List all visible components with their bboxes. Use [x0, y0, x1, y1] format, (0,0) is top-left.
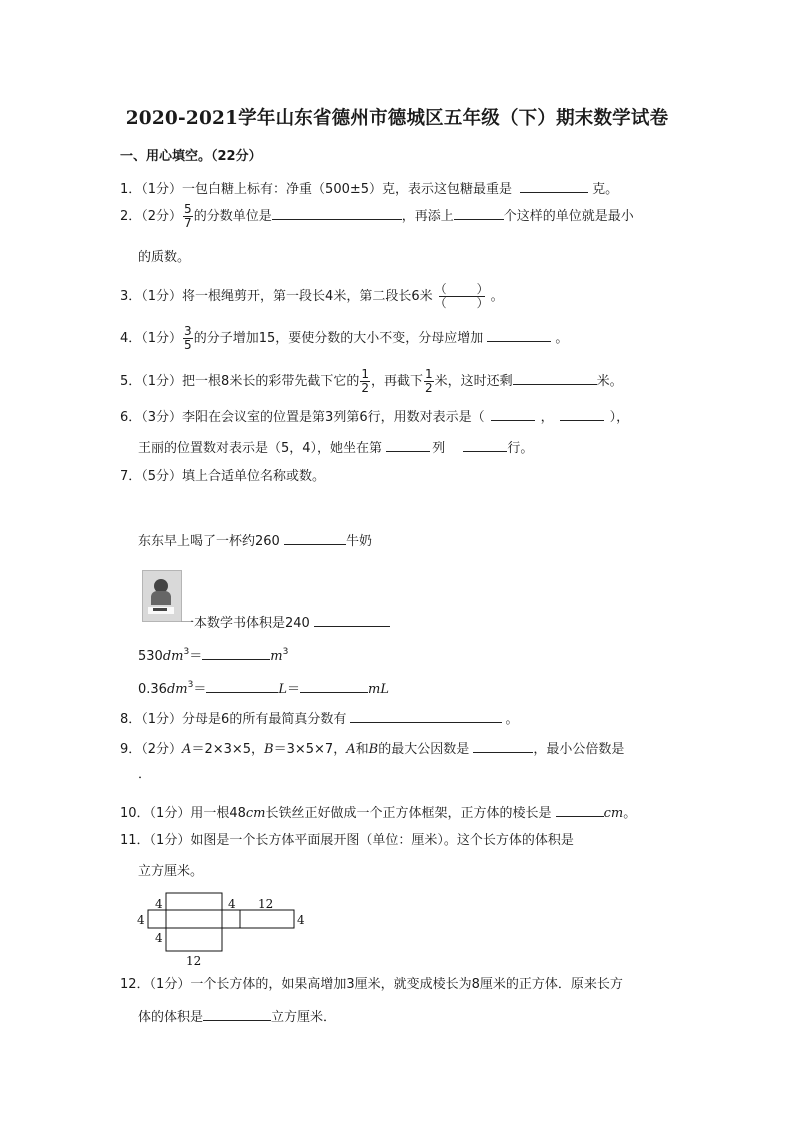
q6-end: 行。 [507, 441, 534, 456]
q2-denominator: 7 [184, 216, 192, 230]
q3-end: 。 [490, 289, 504, 304]
q10-text-b: 长铁丝正好做成一个正方体框架，正方体的棱长是 [265, 806, 552, 821]
q4-blank[interactable] [487, 327, 551, 342]
net-bottom-face [166, 928, 222, 951]
q4-denominator: 5 [184, 338, 192, 352]
net-label-bottom: 12 [186, 954, 202, 968]
q3-fraction-blank[interactable] [435, 283, 489, 310]
q7-blank-mL[interactable] [300, 678, 368, 693]
q2-blank-1[interactable] [272, 205, 402, 220]
question-10 [120, 802, 636, 823]
q6-col: 列 [432, 441, 446, 456]
q1-end: 克。 [592, 182, 619, 197]
page-title: 2020-2021学年山东省德州市德城区五年级（下）期末数学试卷 [125, 108, 669, 129]
q12-blank[interactable] [203, 1006, 271, 1021]
q5-fraction-2 [424, 368, 434, 395]
q8-blank[interactable] [350, 708, 502, 723]
q5-denominator-2: 2 [424, 381, 433, 395]
q9-blank-gcd[interactable] [473, 738, 533, 753]
q5-end: 米。 [596, 374, 623, 389]
q7-unit-mL: mL [368, 682, 389, 697]
q10-blank[interactable] [556, 802, 604, 817]
q2-text: 2．（2分） [120, 209, 183, 224]
net-top-face [166, 893, 222, 910]
section-heading: 一、用心填空。（22分） [120, 149, 262, 164]
net-right-face [222, 910, 240, 928]
q2-blank-2[interactable] [454, 205, 504, 220]
q9-var-a: A [182, 742, 192, 757]
q7-exp: 3 [183, 647, 190, 657]
q8-text: 8．（1分）分母是6的所有最简真分数有 [120, 712, 347, 727]
q7-value-530: 530 [138, 649, 163, 664]
net-back-face [240, 910, 294, 928]
q10-unit-cm: cm [245, 806, 266, 821]
q7-unit-L: L [278, 682, 287, 697]
q6-text: 6．（3分）李阳在会议室的位置是第3列第6行，用数对表示是（ [120, 410, 485, 425]
q7-value-036: 0.36 [138, 682, 167, 697]
net-front-face [166, 910, 222, 928]
q10-text: 10．（1分）用一根48 [120, 806, 246, 821]
q4-numerator: 3 [184, 324, 192, 338]
net-label-top-left: 4 [155, 897, 163, 911]
q9-text-b: 的最大公因数是 [378, 742, 470, 757]
question-8 [120, 708, 518, 729]
q7-exp-2: 3 [187, 680, 194, 690]
q7-book-text: 一本数学书体积是240 [181, 616, 310, 631]
q12-text-c: 立方厘米． [271, 1010, 337, 1025]
q7-line-conversion-2 [138, 678, 389, 699]
q1-blank[interactable] [520, 178, 588, 193]
q7-unit-dm: dm [162, 649, 184, 664]
q2-fraction [183, 203, 193, 230]
net-label-right: 4 [297, 913, 305, 927]
q7-exp-m: 3 [282, 647, 289, 657]
q11-continued: 立方厘米。 [138, 864, 204, 879]
q7-line-book [181, 612, 390, 633]
question-9 [120, 738, 624, 759]
q12-text-b: 体的体积是 [138, 1010, 204, 1025]
q3-numerator-parens: （ ） [434, 282, 489, 296]
q4-text-b: 的分子增加15，要使分数的大小不变，分母应增加 [193, 331, 484, 346]
q4-end: 。 [555, 331, 569, 346]
question-2 [120, 203, 634, 230]
q7-line-milk [138, 530, 372, 551]
q7-blank-book[interactable] [314, 612, 390, 627]
q3-text: 3．（1分）将一根绳剪开，第一段长4米，第二段长6米 [120, 289, 433, 304]
q7-blank-L[interactable] [206, 678, 278, 693]
q6-text-b: 王丽的位置数对表示是（5，4），她坐在第 [138, 441, 383, 456]
q4-text: 4．（1分） [120, 331, 183, 346]
q6-blank-1[interactable] [491, 406, 535, 421]
net-label-length: 12 [258, 897, 274, 911]
q2-continued: 的质数。 [138, 250, 191, 265]
q6-comma: ， [540, 410, 554, 425]
q5-text-c: 米，这时还剩 [434, 374, 513, 389]
q12-continued [138, 1006, 336, 1027]
q5-fraction-1 [360, 368, 370, 395]
question-3 [120, 283, 504, 310]
q9-var-b: B [264, 742, 274, 757]
q5-denominator-1: 2 [361, 381, 369, 395]
q7-line-conversion-1 [138, 645, 288, 666]
q7-milk-text: 东东早上喝了一杯约260 [138, 534, 280, 549]
q9-b-expr: ＝3×5×7， [273, 742, 347, 757]
q6-blank-2[interactable] [560, 406, 604, 421]
q9-text: 9．（2分） [120, 742, 183, 757]
q2-numerator: 5 [184, 202, 192, 216]
q7-milk-end: 牛奶 [345, 534, 372, 549]
q5-numerator-1: 1 [361, 367, 369, 381]
q1-text: 1．（1分）一包白糖上标有：净重（500±5）克，表示这包糖最重是 [120, 182, 513, 197]
q7-blank-milk[interactable] [284, 530, 346, 545]
math-book-image [142, 570, 182, 622]
question-11: 11．（1分）如图是一个长方体平面展开图（单位：厘米）。这个长方体的体积是 [120, 833, 574, 848]
question-4 [120, 325, 568, 352]
net-left-face [148, 910, 166, 928]
q9-var-b-2: B [368, 742, 379, 757]
question-7: 7．（5分）填上合适单位名称或数。 [120, 469, 326, 484]
q10-unit-cm-2: cm [603, 806, 624, 821]
cuboid-net-diagram [130, 886, 320, 968]
q2-text-d: 个这样的单位就是最小 [503, 209, 634, 224]
question-6 [120, 406, 629, 427]
q7-equals-3: ＝ [287, 682, 301, 697]
q10-end: 。 [623, 806, 637, 821]
q9-a-expr: ＝2×3×5， [191, 742, 265, 757]
q3-denominator-parens: （ ） [434, 296, 489, 310]
q9-var-a-2: A [346, 742, 356, 757]
q5-blank[interactable] [513, 370, 597, 385]
q9-dot: ． [138, 767, 152, 782]
net-label-left: 4 [137, 913, 145, 927]
q2-text-b: 的分数单位是 [193, 209, 272, 224]
question-1 [120, 178, 618, 199]
q7-equals: ＝ [189, 649, 203, 664]
question-12: 12．（1分）一个长方体的，如果高增加3厘米，就变成棱长为8厘米的正方体．原来长方 [120, 977, 623, 992]
q6-blank-3[interactable] [386, 437, 430, 452]
q5-numerator-2: 1 [424, 367, 433, 381]
q5-text-b: ，再截下 [370, 374, 423, 389]
q2-text-c: ，再添上 [401, 209, 454, 224]
net-label-bottom-left: 4 [155, 931, 163, 945]
q6-close: ）， [609, 410, 630, 425]
q5-text: 5．（1分）把一根8米长的彩带先截下它的 [120, 374, 360, 389]
q8-end: 。 [505, 712, 519, 727]
q7-unit-m: m [270, 649, 283, 664]
q7-unit-dm-2: dm [166, 682, 188, 697]
q9-and: 和 [355, 742, 369, 757]
q7-equals-2: ＝ [193, 682, 207, 697]
question-5 [120, 368, 623, 395]
q7-blank-m3[interactable] [202, 645, 270, 660]
q4-fraction [183, 325, 193, 352]
net-label-mid: 4 [228, 897, 236, 911]
q6-continued [138, 437, 533, 458]
q6-blank-4[interactable] [463, 437, 507, 452]
q9-text-c: ，最小公倍数是 [533, 742, 625, 757]
